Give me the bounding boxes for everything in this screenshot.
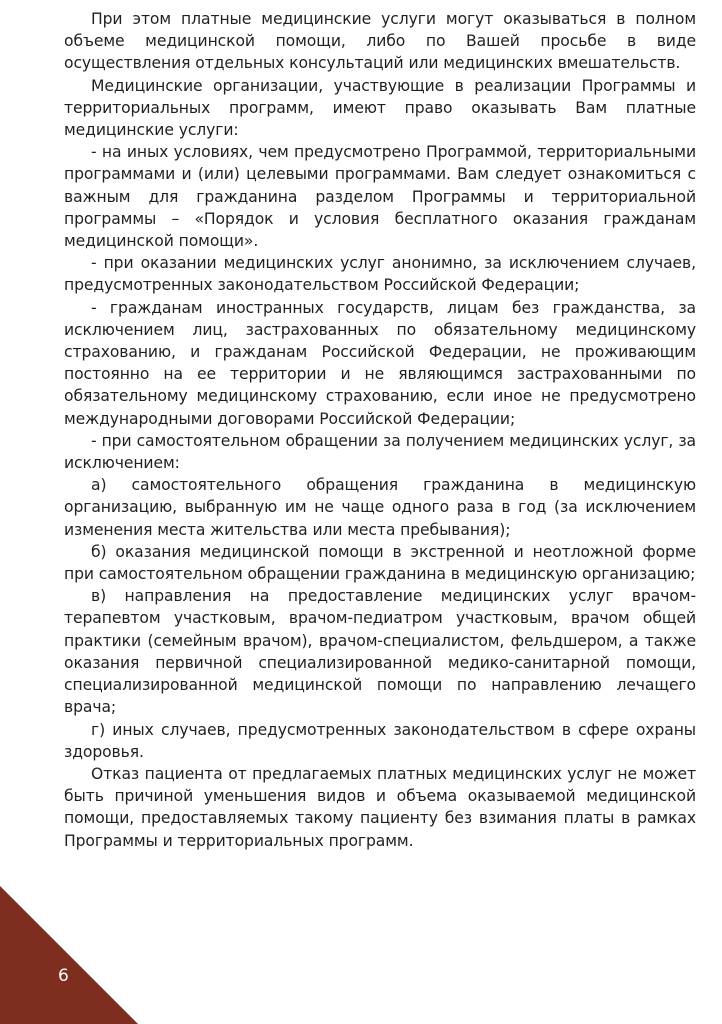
- list-item: - при самостоятельном обращении за получением медицинских услуг, за исключением:: [64, 431, 696, 473]
- list-item: - при оказании медицинских услуг анонимно, за исключением случаев, предусмотренных законодательством Российской Федерации;: [64, 254, 696, 295]
- sub-list-item: а) самостоятельного обращения гражданина в медицинскую организацию, выбранную им не чаще одного раза в год (за исключением изменения места жительства или места пребывания);: [64, 476, 696, 539]
- page-body: [64, 8, 696, 852]
- page-number: 6: [58, 966, 69, 986]
- sub-list-item: в) направления на предоставление медицинских услуг врачом-терапевтом участковым, врачом-педиатром участковым, врачом общей практики (семейным врачом), врачом-специалистом, фельдшером, а также оказания первичной специализированной медико-санитарной помощи, специализированной медицинской помощи по направлению лечащего врача;: [64, 587, 696, 717]
- corner-decoration: [0, 886, 138, 1024]
- paragraph: При этом платные медицинские услуги могут оказываться в полном объеме медицинской помощи, либо по Вашей просьбе в виде осуществления отдельных консультаций или медицинских вмешательств.: [64, 10, 696, 73]
- sub-list-item: б) оказания медицинской помощи в экстренной и неотложной форме при самостоятельном обращении гражданина в медицинскую организацию;: [64, 542, 696, 584]
- list-item: - гражданам иностранных государств, лицам без гражданства, за исключением лиц, застрахованных по обязательному медицинскому страхованию, и гражданам Российской Федерации, не проживающим постоянно на ее территории и не являющимся застрахованными по обязательному медицинскому страхованию, если иное не предусмотрено международными договорами Российской Федерации;: [64, 298, 696, 428]
- corner-triangle-shape: [0, 886, 138, 1024]
- paragraph: Отказ пациента от предлагаемых платных медицинских услуг не может быть причиной уменьшения видов и объема оказываемой медицинской помощи, предоставляемых такому пациенту без взимания платы в рамках Программы и территориальных программ.: [64, 764, 696, 850]
- paragraph: Медицинские организации, участвующие в реализации Программы и территориальных программ, имеют право оказывать Вам платные медицинские услуги:: [64, 76, 696, 140]
- sub-list-item: г) иных случаев, предусмотренных законодательством в сфере охраны здоровья.: [64, 720, 696, 761]
- list-item: - на иных условиях, чем предусмотрено Программой, территориальными программами и (или) целевыми программами. Вам следует ознакомиться с важным для гражданина разделом Программы и территориальной программы – «Порядок и условия бесплатного оказания гражданам медицинской помощи».: [64, 143, 696, 251]
